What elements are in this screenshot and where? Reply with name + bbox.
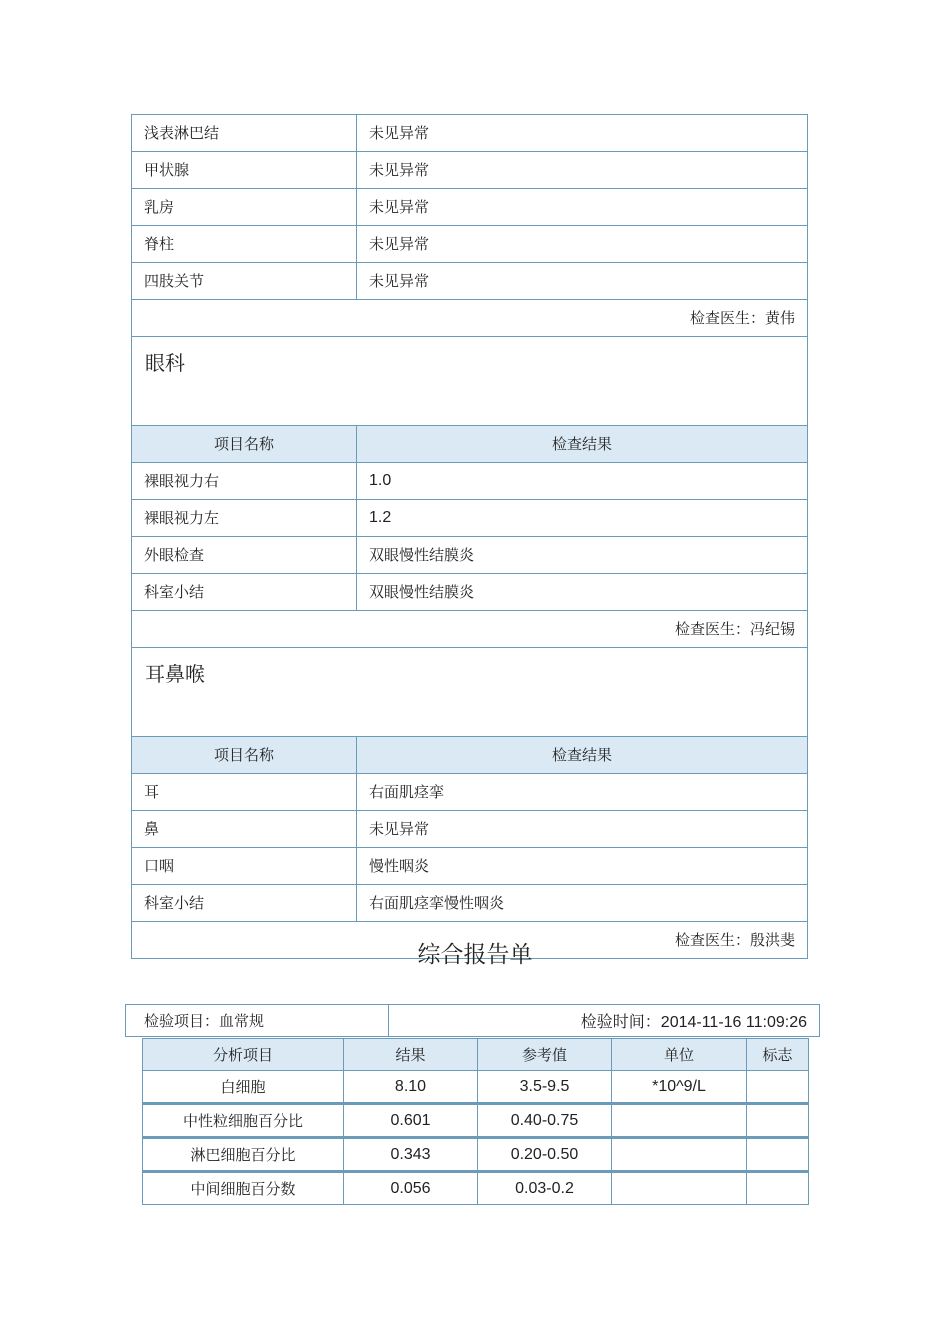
analysis-item: 中性粒细胞百分比 [143,1104,344,1138]
reference-range: 3.5-9.5 [478,1071,612,1104]
section-title-ent: 耳鼻喉 [132,648,808,737]
reference-range: 0.20-0.50 [478,1138,612,1172]
item-result: 未见异常 [357,189,808,226]
unit [612,1172,747,1205]
test-info-table [125,1004,820,1037]
table-row [143,1138,809,1172]
test-info-row [126,1005,820,1037]
item-name: 鼻 [132,811,357,848]
table-header-row [143,1039,809,1071]
header-item-name: 项目名称 [132,426,357,463]
item-name: 口咽 [132,848,357,885]
table-row [132,537,808,574]
section-title-row [132,337,808,426]
test-item: 检验项目：血常规 [126,1005,389,1037]
item-name: 外眼检查 [132,537,357,574]
result-value: 0.601 [344,1104,478,1138]
item-result: 慢性咽炎 [357,848,808,885]
item-result: 未见异常 [357,115,808,152]
item-result: 未见异常 [357,263,808,300]
item-result: 双眼慢性结膜炎 [357,574,808,611]
report-title: 综合报告单 [417,942,533,968]
table-row [132,226,808,263]
table-header-row [132,426,808,463]
flag [747,1104,809,1138]
analysis-item: 淋巴细胞百分比 [143,1138,344,1172]
item-result: 右面肌痉挛慢性咽炎 [357,885,808,922]
item-name: 乳房 [132,189,357,226]
lab-results-table [142,1038,809,1205]
item-name: 甲状腺 [132,152,357,189]
item-name: 耳 [132,774,357,811]
section-title-ophthalmology: 眼科 [132,337,808,426]
item-result: 未见异常 [357,811,808,848]
analysis-item: 中间细胞百分数 [143,1172,344,1205]
item-result: 1.0 [357,463,808,500]
col-header-unit: 单位 [612,1039,747,1071]
table-row [132,774,808,811]
table-row [132,885,808,922]
table-row [132,811,808,848]
unit: *10^9/L [612,1071,747,1104]
col-header-flag: 标志 [747,1039,809,1071]
result-value: 8.10 [344,1071,478,1104]
table-row [132,152,808,189]
flag [747,1172,809,1205]
doctor-signature: 检查医生：冯纪锡 [132,611,808,648]
table-row [132,189,808,226]
header-result: 检查结果 [357,737,808,774]
test-time: 检验时间：2014-11-16 11:09:26 [389,1005,820,1037]
table-row [132,574,808,611]
item-name: 科室小结 [132,574,357,611]
doctor-row [132,300,808,337]
table-row [132,848,808,885]
section-title-row [132,648,808,737]
table-row [143,1071,809,1104]
col-header-analysis: 分析项目 [143,1039,344,1071]
table-header-row [132,737,808,774]
unit [612,1138,747,1172]
flag [747,1071,809,1104]
col-header-result: 结果 [344,1039,478,1071]
result-value: 0.056 [344,1172,478,1205]
item-name: 脊柱 [132,226,357,263]
unit [612,1104,747,1138]
doctor-row [132,611,808,648]
item-result: 未见异常 [357,226,808,263]
analysis-item: 白细胞 [143,1071,344,1104]
item-name: 浅表淋巴结 [132,115,357,152]
item-name: 裸眼视力右 [132,463,357,500]
item-name: 科室小结 [132,885,357,922]
item-name: 四肢关节 [132,263,357,300]
doctor-signature: 检查医生：黄伟 [132,300,808,337]
physical-exam-table [131,114,808,959]
item-result: 双眼慢性结膜炎 [357,537,808,574]
header-item-name: 项目名称 [132,737,357,774]
reference-range: 0.03-0.2 [478,1172,612,1205]
item-result: 右面肌痉挛 [357,774,808,811]
table-row [143,1104,809,1138]
reference-range: 0.40-0.75 [478,1104,612,1138]
item-result: 1.2 [357,500,808,537]
flag [747,1138,809,1172]
header-result: 检查结果 [357,426,808,463]
item-result: 未见异常 [357,152,808,189]
table-row [143,1172,809,1205]
col-header-reference: 参考值 [478,1039,612,1071]
result-value: 0.343 [344,1138,478,1172]
table-row [132,463,808,500]
table-row [132,500,808,537]
table-row [132,115,808,152]
table-row [132,263,808,300]
item-name: 裸眼视力左 [132,500,357,537]
doctor-signature: 检查医生：殷洪斐 [132,922,808,959]
